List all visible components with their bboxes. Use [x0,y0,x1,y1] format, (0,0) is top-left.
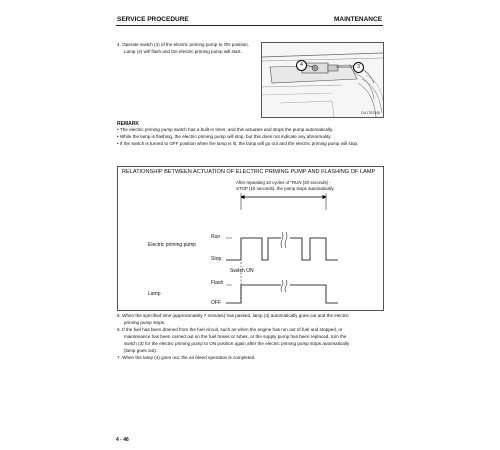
figure-code: DU1T02345 [361,111,380,115]
break-symbol [281,232,287,248]
remark-item-1-text: The electric priming pump switch has a built-in timer, and this actuates and stops the pump automatically. [119,127,334,132]
step6-line4: (lamp goes out). [124,348,158,353]
lamp-waveform [226,285,338,303]
remark-item-3-text: If the switch is turned to OFF position when the lamp is lit, the lamp will go out and the electric priming pump will stop. [119,141,359,146]
remark-title: REMARK [117,121,139,127]
bullet-icon: • [117,134,120,139]
switch-on-label: Switch ON [230,268,254,274]
bullet-icon: • [117,141,120,146]
break-symbol [281,280,287,292]
step6-line2: maintenance has been carried out on the fuel hoses or tubes, or the supply pump has been replaced, turn the [124,334,347,339]
diagram-note-line1: After repeating 10 cycles of "RUN (30 seconds) - [236,180,331,185]
step6-line3: switch (3) for the electric priming pump to ON position again after the electric priming pump stops automatically [124,341,350,346]
diagram-note-line2: STOP (10 seconds), the pump stops automatically. [236,186,335,191]
step4-line1: 4. Operate switch (3) of the electric priming pump to ON position. [117,42,249,47]
page-number: 4 - 46 [116,437,129,443]
run-label: Run [211,234,221,240]
step7-line1: 7. When the lamp (4) goes out, the air bleed operation is completed. [117,355,256,360]
header-right: MAINTENANCE [334,16,383,23]
step4-line2: Lamp (4) will flash and the electric priming pump will start. [124,49,242,54]
off-label: OFF [211,300,221,306]
step5-line2: priming pump stops. [124,320,166,325]
header-left: SERVICE PROCEDURE [117,16,189,23]
bullet-icon: • [117,127,120,132]
flash-label: Flash [211,280,224,286]
pump-label: Electric priming pump [148,242,197,248]
step6-line1: 6. If the fuel has been drained from the fuel circuit, such as when the engine has run out of fuel and stopped, or [117,327,343,332]
step5-line1: 5. When the specified time (approximately 7 minutes) has passed, lamp (4) automatically goes out and the electric [117,313,349,318]
callout-3-label: 3 [357,64,360,70]
lamp-label: Lamp [148,291,161,297]
stop-label: Stop [211,256,222,262]
callout-4-label: 4 [300,62,303,68]
diagram-title: RELATIONSHIP BETWEEN ACTUATION OF ELECTRIC PRIMING PUMP AND FLASHING OF LAMP [122,169,376,175]
remark-item-2-text: While the lamp is flashing, the electric priming pump will stop, but this does not indicate any abnormality. [119,134,332,139]
pump-waveform [226,238,338,260]
